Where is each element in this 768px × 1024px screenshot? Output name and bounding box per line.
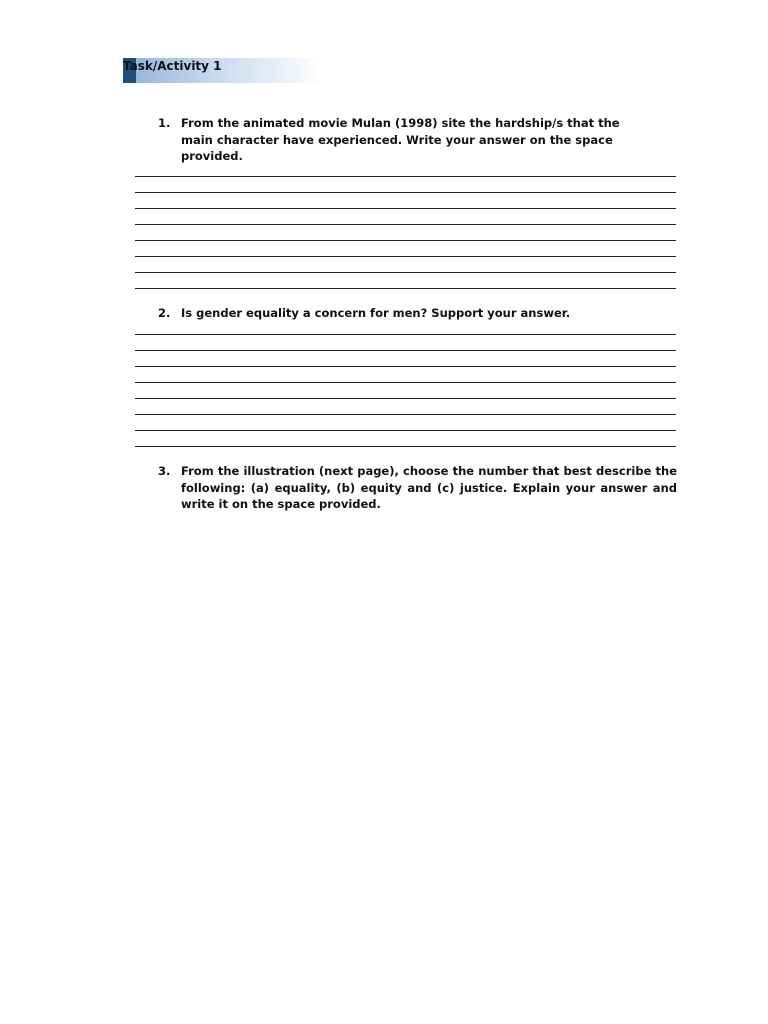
answer-line[interactable] — [135, 398, 676, 399]
answer-line[interactable] — [135, 366, 676, 367]
question-1-number: 1. — [158, 116, 171, 130]
answer-line[interactable] — [135, 414, 676, 415]
answer-line[interactable] — [135, 224, 676, 225]
answer-line[interactable] — [135, 176, 676, 177]
answer-line[interactable] — [135, 288, 676, 289]
question-2-number: 2. — [158, 306, 171, 320]
answer-line[interactable] — [135, 334, 676, 335]
answer-line[interactable] — [135, 382, 676, 383]
answer-line[interactable] — [135, 350, 676, 351]
question-2-text: Is gender equality a concern for men? Support your answer. — [181, 306, 571, 320]
answer-line[interactable] — [135, 240, 676, 241]
answer-line[interactable] — [135, 430, 676, 431]
answer-line[interactable] — [135, 208, 676, 209]
question-3-number: 3. — [158, 464, 171, 478]
answer-line[interactable] — [135, 192, 676, 193]
answer-line[interactable] — [135, 256, 676, 257]
answer-line[interactable] — [135, 272, 676, 273]
question-1-text: From the animated movie Mulan (1998) site the hardship/s that the main character have experienced. Write your answer on the space provided. — [181, 116, 620, 163]
question-3-text: From the illustration (next page), choose the number that best describe the following: (a) equality, (b) equity and (c) justice. Explain your answer and write it on the space provided. — [181, 464, 677, 511]
page-title: Task/Activity 1 — [123, 59, 222, 73]
answer-line[interactable] — [135, 446, 676, 447]
